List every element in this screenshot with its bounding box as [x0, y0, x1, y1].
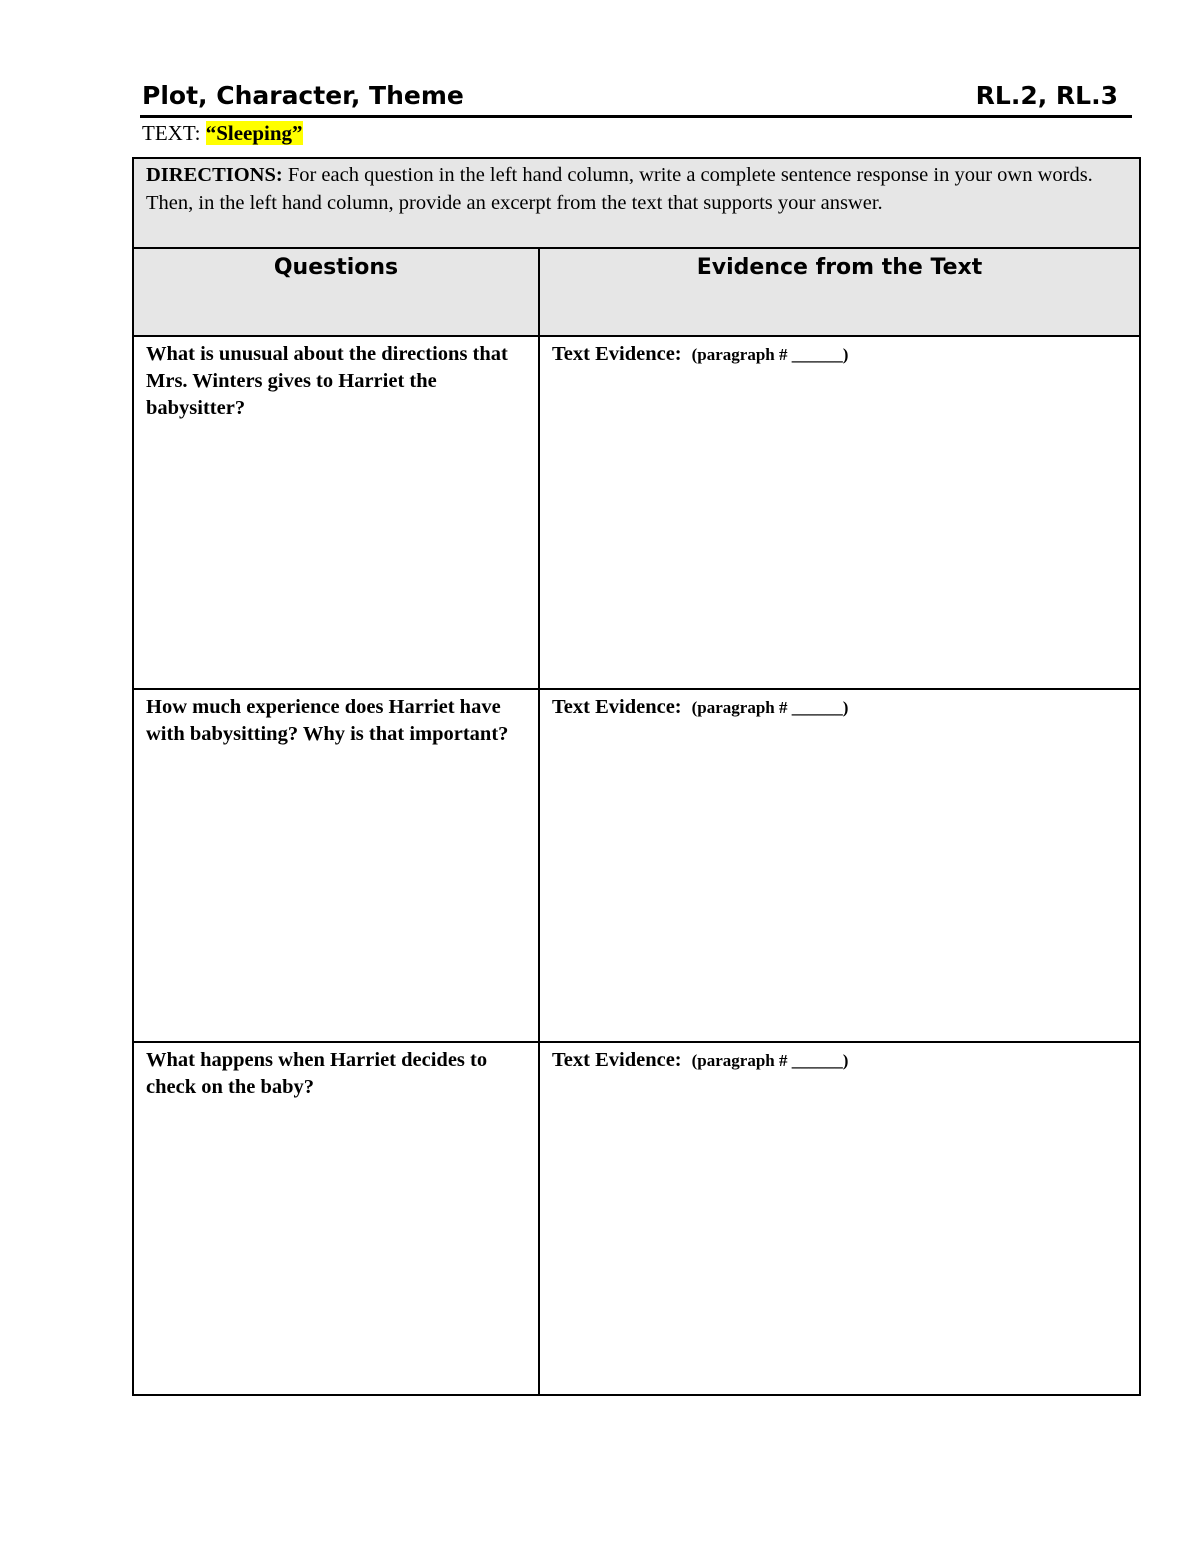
directions-body: For each question in the left hand column, write a complete sentence response in your own words. Then, in the left hand column, provide an excerpt from the text that supports your answer. — [146, 164, 1093, 214]
evidence-label: Text Evidence: — [552, 696, 682, 718]
evidence-column-header: Evidence from the Text — [539, 248, 1140, 336]
standards-label: RL.2, RL.3 — [975, 81, 1118, 110]
text-label: TEXT: — [142, 121, 206, 145]
directions-cell — [133, 158, 1140, 248]
paragraph-number-field[interactable]: (paragraph # ______) — [691, 1051, 849, 1070]
text-title-highlight: “Sleeping” — [205, 121, 303, 145]
paragraph-number-field[interactable]: (paragraph # ______) — [691, 345, 849, 364]
worksheet-table — [132, 157, 1141, 1396]
question-text: What is unusual about the directions that Mrs. Winters gives to Harriet the babysitter? — [146, 343, 508, 419]
question-cell[interactable] — [133, 689, 539, 1042]
column-header-row — [133, 248, 1140, 336]
page-title: Plot, Character, Theme — [142, 81, 464, 110]
question-text: What happens when Harriet decides to check on the baby? — [146, 1049, 488, 1098]
question-cell[interactable] — [133, 336, 539, 689]
question-text: How much experience does Harriet have with babysitting? Why is that important? — [146, 696, 509, 745]
questions-column-header: Questions — [133, 248, 539, 336]
evidence-label: Text Evidence: — [552, 1049, 682, 1071]
directions-row — [133, 158, 1140, 248]
question-row-2 — [133, 689, 1140, 1042]
evidence-label: Text Evidence: — [552, 343, 682, 365]
paragraph-number-field[interactable]: (paragraph # ______) — [691, 698, 849, 717]
text-title-line — [142, 121, 303, 146]
evidence-cell[interactable] — [539, 689, 1140, 1042]
evidence-cell[interactable] — [539, 336, 1140, 689]
page-header — [140, 78, 1132, 118]
question-cell[interactable] — [133, 1042, 539, 1395]
directions-label: DIRECTIONS: — [146, 164, 283, 186]
question-row-1 — [133, 336, 1140, 689]
evidence-cell[interactable] — [539, 1042, 1140, 1395]
question-row-3 — [133, 1042, 1140, 1395]
